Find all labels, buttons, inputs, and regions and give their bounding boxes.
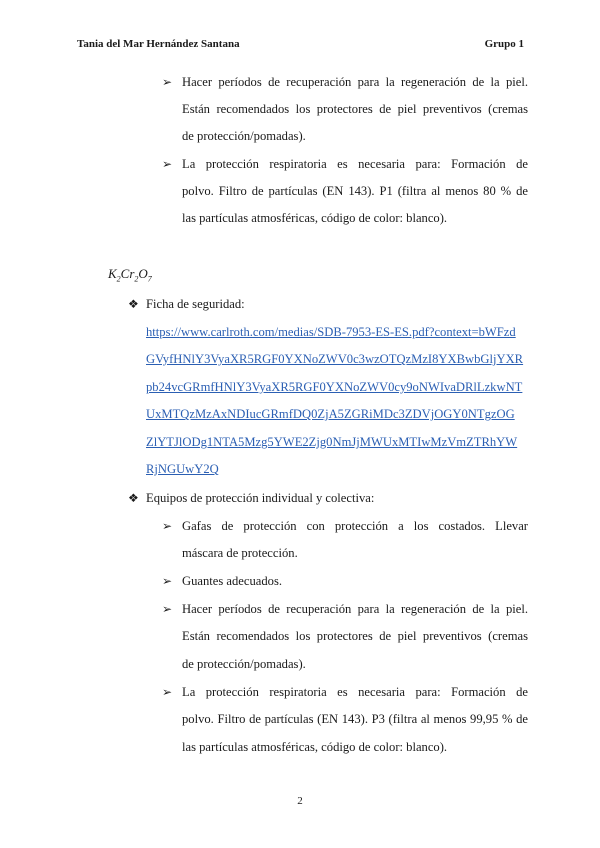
safety-sheet-link[interactable]: https://www.carlroth.com/medias/SDB-7953-ES-ES.pdf?context=bWFzd xyxy=(146,325,516,339)
safety-sheet-label: Ficha de seguridad: xyxy=(146,297,245,311)
arrow-bullet-icon: ➢ xyxy=(162,602,173,616)
text-line: Guantes adecuados. xyxy=(182,574,283,588)
chemical-formula: $K_2Cr_2O_7$ xyxy=(108,266,152,284)
text-line: las partículas atmosféricas, código de color: blanco). xyxy=(182,740,448,754)
page-number: 2 xyxy=(297,795,303,807)
header-author: Tania del Mar Hernández Santana xyxy=(77,38,240,50)
equipment-label: Equipos de protección individual y colectiva: xyxy=(146,491,375,505)
text-line: Hacer períodos de recuperación para la regeneración de la piel. xyxy=(182,602,528,616)
arrow-bullet-icon: ➢ xyxy=(162,157,173,171)
text-line: Hacer períodos de recuperación para la regeneración de la piel. xyxy=(182,75,528,89)
text-line: las partículas atmosféricas, código de color: blanco). xyxy=(182,211,448,225)
text-line: Están recomendados los protectores de piel preventivos (cremas xyxy=(182,629,528,643)
text-line: polvo. Filtro de partículas (EN 143). P1 (filtra al menos 80 % de xyxy=(182,184,528,198)
text-line: polvo. Filtro de partículas (EN 143). P3 (filtra al menos 99,95 % de xyxy=(182,712,528,726)
diamond-bullet-icon: ❖ xyxy=(128,297,139,311)
text-line: Están recomendados los protectores de piel preventivos (cremas xyxy=(182,102,528,116)
arrow-bullet-icon: ➢ xyxy=(162,75,173,89)
arrow-bullet-icon: ➢ xyxy=(162,685,173,699)
text-line: máscara de protección. xyxy=(182,546,298,560)
safety-sheet-link[interactable]: GVyfHNlY3VyaXR5RGF0YXNoZWV0c3wzOTQzMzI8YXBwbGljYXR xyxy=(146,352,524,366)
safety-sheet-link[interactable]: RjNGUwY2Q xyxy=(146,462,219,476)
text-line: Gafas de protección con protección a los costados. Llevar xyxy=(182,519,528,533)
text-line: La protección respiratoria es necesaria para: Formación de xyxy=(182,157,528,171)
safety-sheet-link[interactable]: pb24vcGRmfHNlY3VyaXR5RGF0YXNoZWV0cy9oNWIvaDRlLzkwNT xyxy=(146,380,523,394)
text-line: de protección/pomadas). xyxy=(182,657,306,671)
diamond-bullet-icon: ❖ xyxy=(128,491,139,505)
header-group: Grupo 1 xyxy=(484,38,524,50)
arrow-bullet-icon: ➢ xyxy=(162,574,173,588)
arrow-bullet-icon: ➢ xyxy=(162,519,173,533)
text-line: de protección/pomadas). xyxy=(182,129,306,143)
safety-sheet-link[interactable]: ZlYTJlODg1NTA5Mzg5YWE2Zjg0NmJjMWUxMTIwMzVmZTRhYW xyxy=(146,435,518,449)
safety-sheet-link[interactable]: UxMTQzMzAxNDIucGRmfDQ0ZjA5ZGRiMDc3ZDVjOGY0NTgzOG xyxy=(146,407,515,421)
text-line: La protección respiratoria es necesaria para: Formación de xyxy=(182,685,528,699)
